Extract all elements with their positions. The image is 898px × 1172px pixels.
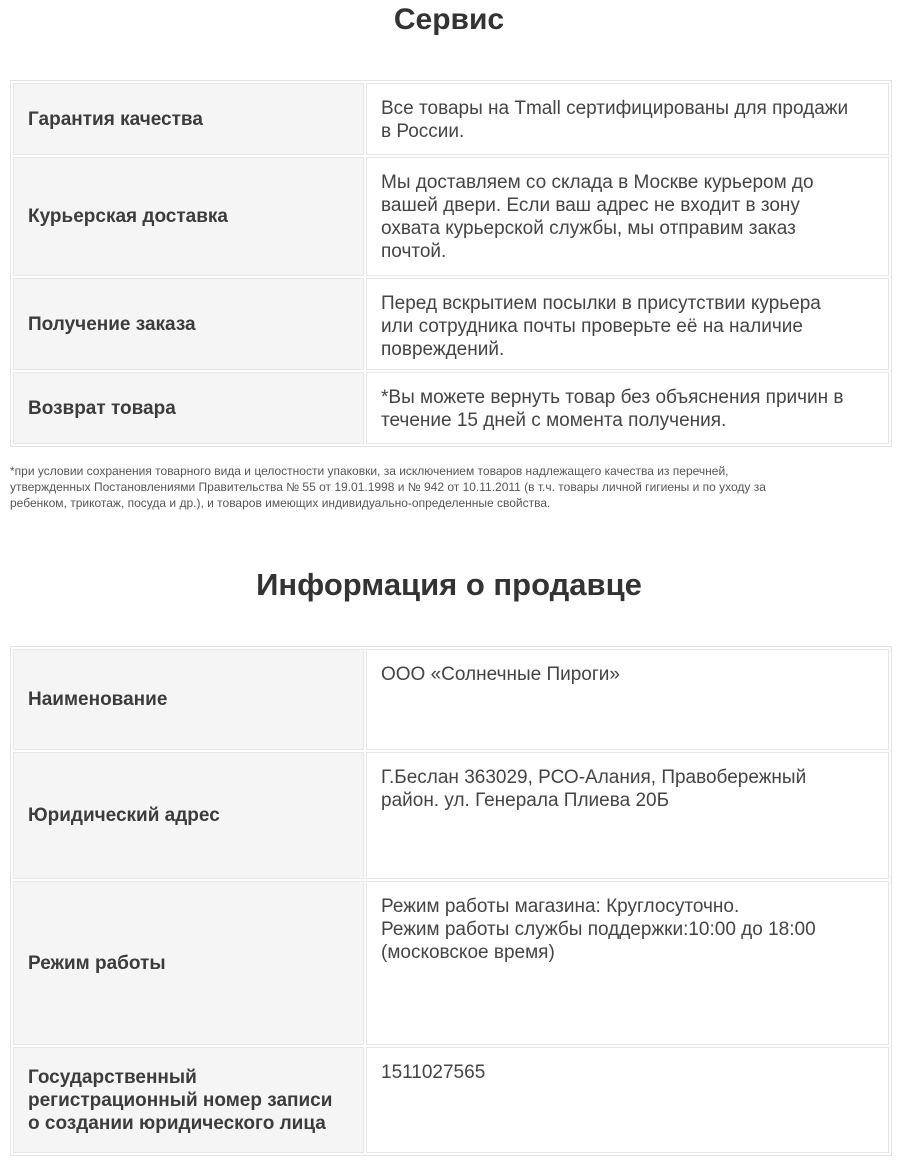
- footnote-line: *при условии сохранения товарного вида и целостности упаковки, за исключением товаров надлежащего качества из перечней,: [10, 464, 729, 478]
- registration-number-value: [366, 1047, 889, 1153]
- return-label: Возврат товара: [13, 372, 364, 444]
- table-row: [13, 157, 889, 276]
- label-line: Юридический адрес: [28, 805, 220, 826]
- value-line: ООО «Солнечные Пироги»: [381, 664, 620, 685]
- value-line: Режим работы магазина: Круглосуточно.: [381, 896, 740, 917]
- value-line: вашей двери. Если ваш адрес не входит в зону: [381, 195, 800, 216]
- legal-address-value: [366, 752, 889, 879]
- value-line: в России.: [381, 121, 465, 142]
- value-line: Мы доставляем со склада в Москве курьером до: [381, 172, 814, 193]
- table-row: [13, 881, 889, 1045]
- value-line: Все товары на Tmall сертифицированы для продажи: [381, 98, 849, 119]
- label-line: регистрационный номер записи: [28, 1089, 333, 1111]
- value-line: повреждений.: [381, 339, 505, 360]
- return-footnote: [10, 463, 890, 511]
- order-receipt-label: Получение заказа: [13, 278, 364, 370]
- label-line: Государственный: [28, 1066, 197, 1088]
- value-line: 1511027565: [381, 1062, 486, 1083]
- value-line: *Вы можете вернуть товар без объяснения причин в: [381, 387, 844, 408]
- value-line: течение 15 дней с момента получения.: [381, 410, 727, 431]
- footnote-line: ребенком, трикотаж, посуда и др.), и товаров имеющих индивидуально-определенные свойства.: [10, 496, 551, 510]
- company-name-label: [13, 649, 364, 750]
- label-line: о создании юридического лица: [28, 1112, 326, 1134]
- working-hours-label: [13, 881, 364, 1045]
- value-line: или сотрудника почты проверьте её на наличие: [381, 316, 803, 337]
- seller-table: [10, 646, 892, 1156]
- table-row: [13, 83, 889, 155]
- table-row: [13, 649, 889, 750]
- service-table: [10, 80, 892, 447]
- company-name-value: [366, 649, 889, 750]
- return-value: [366, 372, 889, 444]
- value-line: район. ул. Генерала Плиева 20Б: [381, 790, 670, 811]
- value-line: Г.Беслан 363029, РСО-Алания, Правобережный: [381, 767, 807, 788]
- label-line: Режим работы: [28, 952, 166, 974]
- seller-section-title: Информация о продавце: [256, 567, 642, 602]
- service-section-title: Сервис: [393, 3, 505, 36]
- label-line: Наименование: [28, 689, 168, 710]
- value-line: (московское время): [381, 942, 555, 963]
- order-receipt-value: [366, 278, 889, 370]
- quality-guarantee-value: [366, 83, 889, 155]
- courier-delivery-label: Курьерская доставка: [13, 157, 364, 276]
- quality-guarantee-label: Гарантия качества: [13, 83, 364, 155]
- table-row: [13, 278, 889, 370]
- value-line: Перед вскрытием посылки в присутствии курьера: [381, 293, 821, 314]
- value-line: почтой.: [381, 241, 447, 262]
- courier-delivery-value: [366, 157, 889, 276]
- table-row: [13, 752, 889, 879]
- footnote-line: утвержденных Постановлениями Правительства № 55 от 19.01.1998 и № 942 от 10.11.2011 (в т.ч. товары личной гигиены и по уходу за: [10, 480, 766, 494]
- registration-number-label: [13, 1047, 364, 1153]
- table-row: [13, 1047, 889, 1153]
- table-row: [13, 372, 889, 444]
- legal-address-label: [13, 752, 364, 879]
- value-line: Режим работы службы поддержки:10:00 до 18:00: [381, 919, 816, 940]
- working-hours-value: [366, 881, 889, 1045]
- value-line: охвата курьерской службы, мы отправим заказ: [381, 218, 796, 239]
